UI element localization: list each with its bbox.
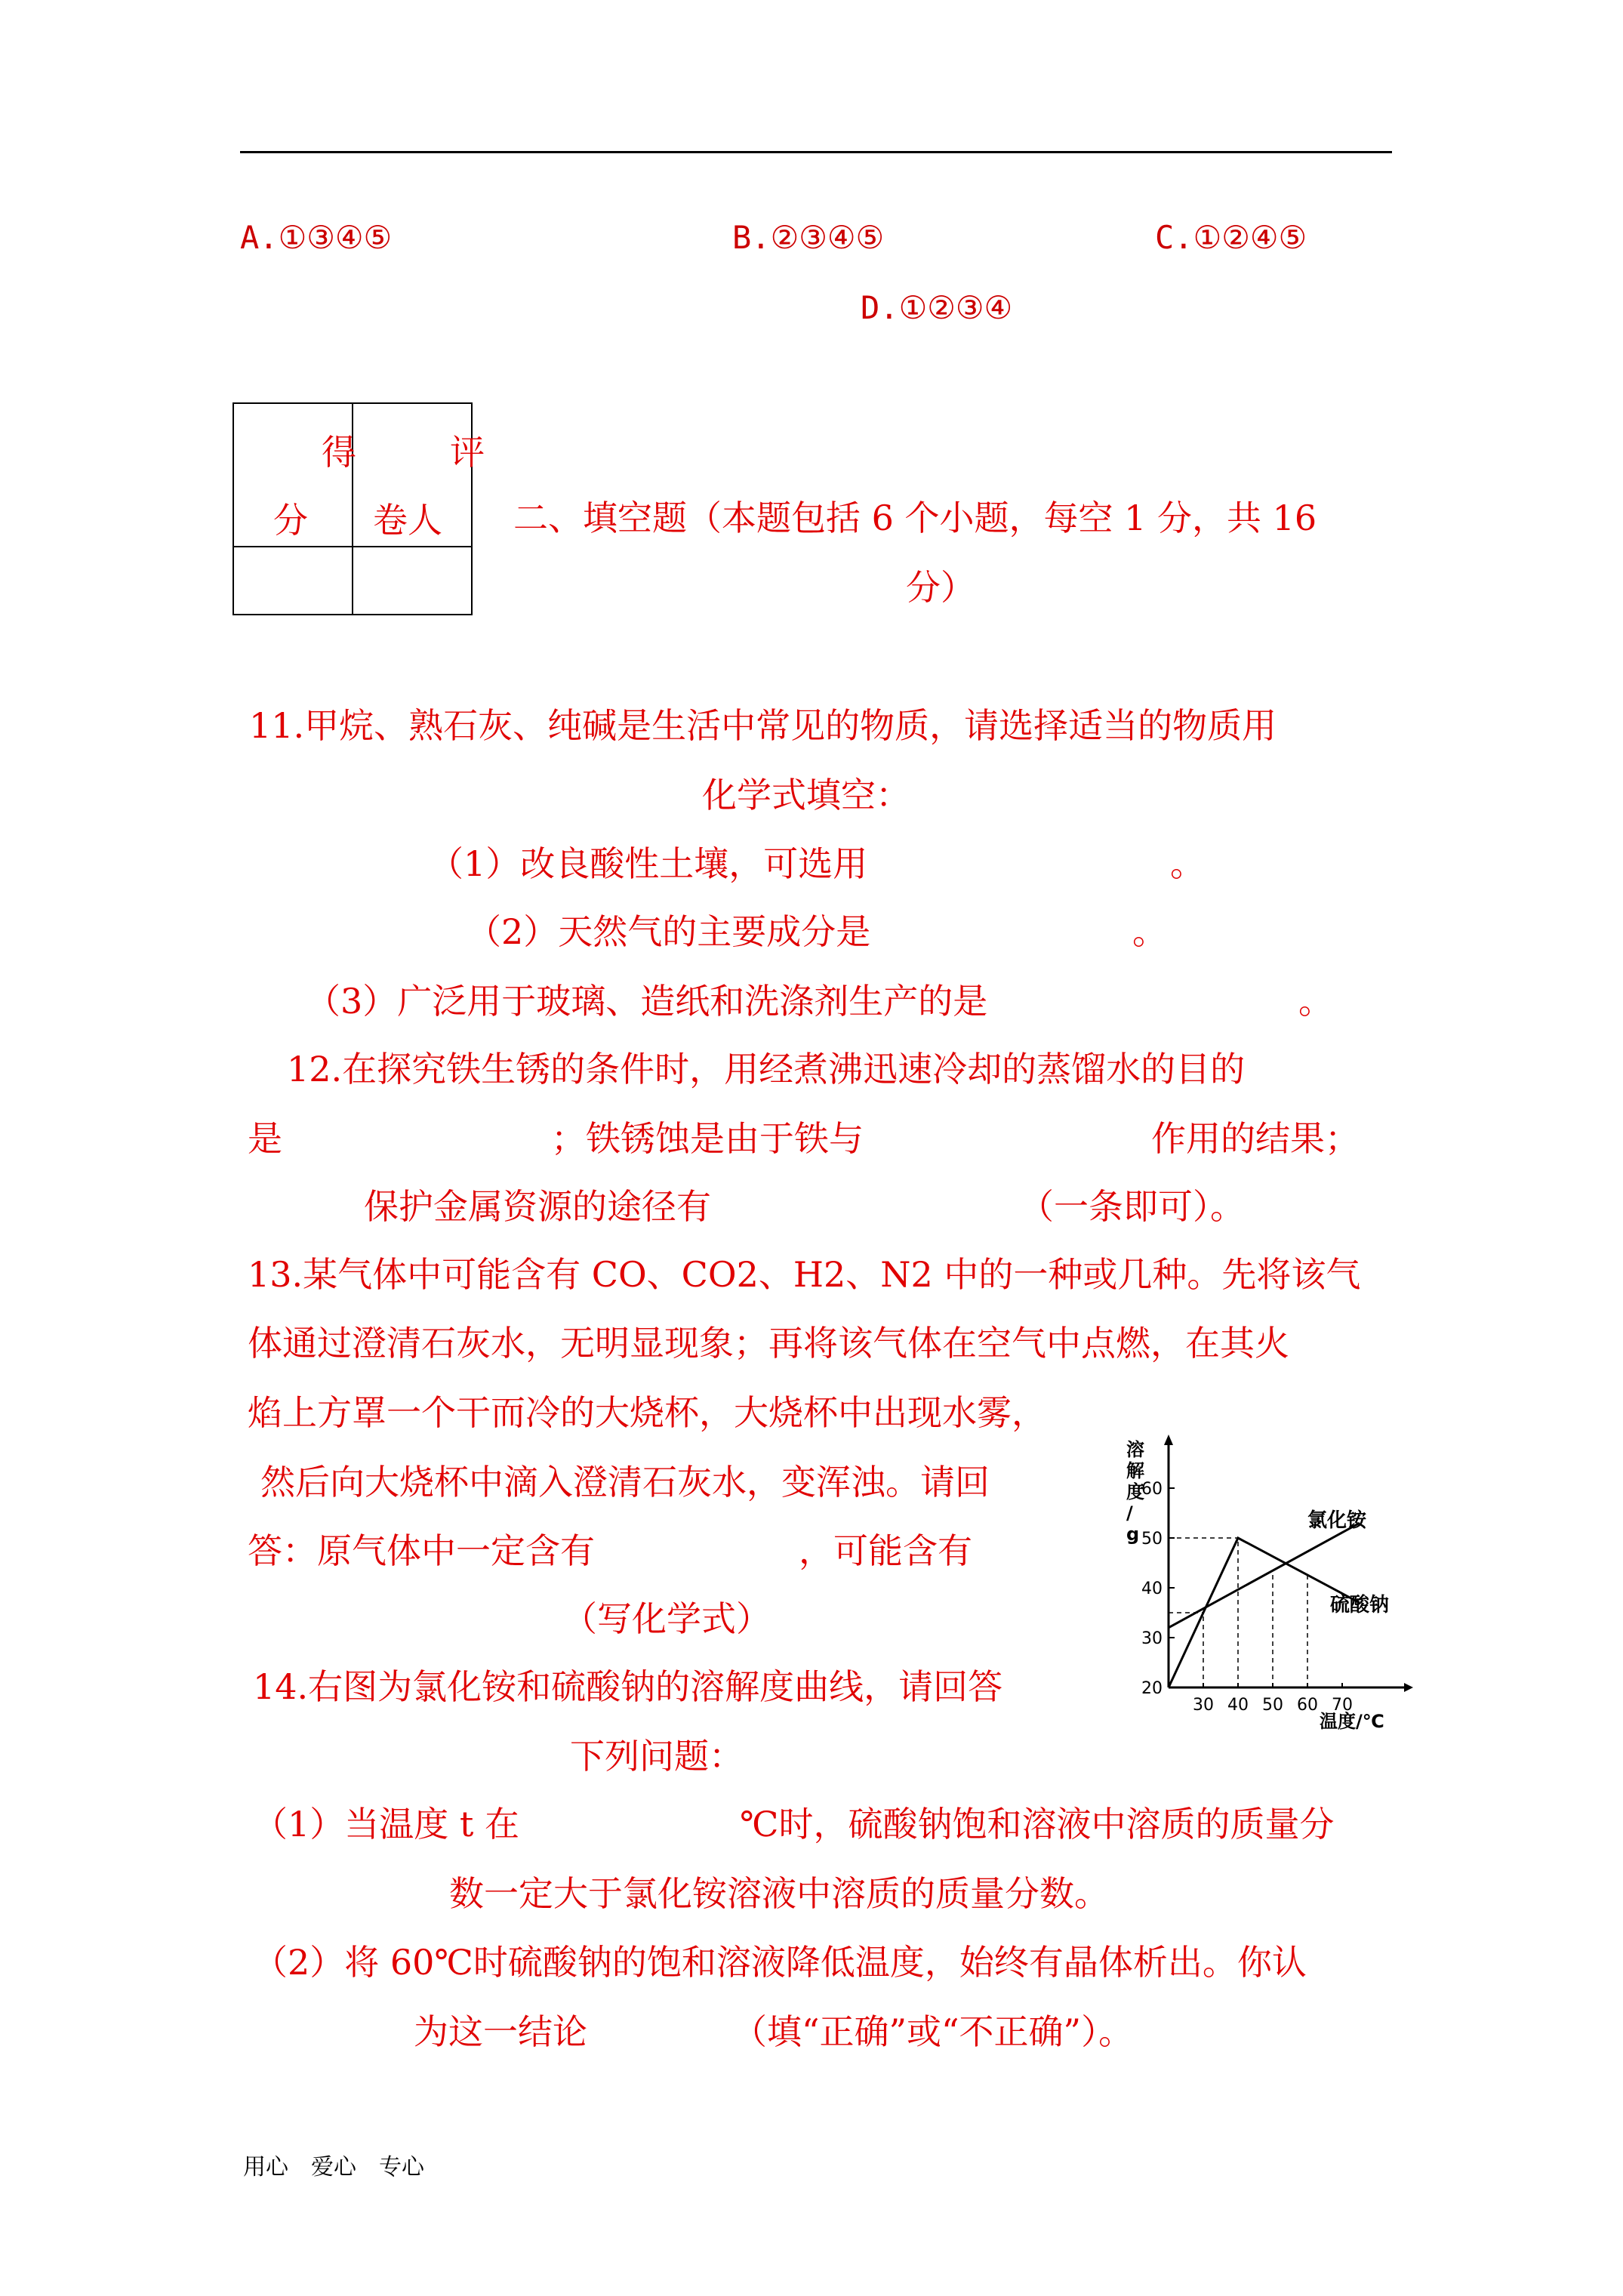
- score-cell-ping: [353, 403, 485, 547]
- y-label: [1126, 1439, 1144, 1545]
- y-axis-arrow: [1164, 1435, 1173, 1445]
- legend-ammonium-chloride: 氯化铵: [1307, 1509, 1367, 1532]
- score-label-de: 得: [322, 432, 356, 473]
- x-label: 温度/℃: [1320, 1711, 1384, 1732]
- q13-line5-a: 答：原气体中一定含有: [248, 1530, 595, 1571]
- x-axis-arrow: [1404, 1683, 1413, 1692]
- q11-part3: （3）广泛用于玻璃、造纸和洗涤剂生产的是: [306, 981, 988, 1022]
- q11-part1: （1）改良酸性土壤，可选用: [429, 843, 868, 884]
- x-tick-label: 60: [1297, 1696, 1318, 1715]
- score-cell-blank-2[interactable]: [353, 547, 472, 615]
- q14-line1: 14.右图为氯化铵和硫酸钠的溶解度曲线，请回答: [253, 1666, 1003, 1707]
- q14-part2-b: 为这一结论: [414, 2011, 587, 2052]
- x-tick-label: 30: [1193, 1696, 1214, 1715]
- q12-line2-a: 是: [248, 1118, 282, 1159]
- legend-sodium-sulfate: 硫酸钠: [1330, 1594, 1390, 1616]
- q11-part2: （2）天然气的主要成分是: [467, 911, 871, 952]
- q11-part3-end: 。: [1298, 981, 1333, 1022]
- q12-line2-b: ；铁锈蚀是由于铁与: [551, 1118, 864, 1159]
- solubility-chart: [1110, 1427, 1412, 1752]
- header-rule: [240, 151, 1392, 153]
- q11-text: 11.甲烷、熟石灰、纯碱是生活中常见的物质，请选择适当的物质用: [249, 705, 1277, 746]
- q13-line1: 13.某气体中可能含有 CO、CO2、H2、N2 中的一种或几种。先将该气: [248, 1254, 1361, 1295]
- q11-part1-end: 。: [1170, 843, 1205, 884]
- option-b: B.②③④⑤: [732, 219, 885, 256]
- x-tick-label: 70: [1332, 1696, 1353, 1715]
- y-tick-label: 20: [1141, 1679, 1163, 1698]
- page-footer: 用心 爱心 专心: [243, 2154, 424, 2180]
- y-tick-label: 50: [1141, 1530, 1163, 1549]
- q12-line3-b: （一条即可）。: [1019, 1186, 1245, 1227]
- q14-part1-a: （1）当温度 t 在: [253, 1804, 519, 1845]
- q14-line2: 下列问题：: [570, 1736, 744, 1777]
- q14-part2-a: （2）将 60℃时硫酸钠的饱和溶液降低温度，始终有晶体析出。你认: [253, 1942, 1307, 1983]
- y-tick-label: 40: [1141, 1579, 1163, 1598]
- section-heading-cont: 分）: [906, 567, 975, 608]
- q12-text: 12.在探究铁生锈的条件时，用经煮沸迅速冷却的蒸馏水的目的: [287, 1049, 1246, 1089]
- score-label-juanren: 卷人: [373, 500, 442, 541]
- score-table: [233, 402, 485, 615]
- score-cell-de: [233, 403, 356, 547]
- y-tick-label: 60: [1141, 1480, 1163, 1499]
- q12-line2-c: 作用的结果；: [1151, 1118, 1360, 1159]
- q13-line6: （写化学式）: [562, 1598, 771, 1639]
- x-tick-label: 40: [1227, 1696, 1249, 1715]
- q12-line3-a: 保护金属资源的途径有: [364, 1186, 711, 1227]
- q11-text-cont: 化学式填空：: [702, 775, 910, 815]
- option-c: C.①②④⑤: [1155, 219, 1307, 256]
- x-tick-label: 50: [1262, 1696, 1283, 1715]
- q13-line4: 然后向大烧杯中滴入澄清石灰水，变浑浊。请回: [260, 1462, 990, 1502]
- q14-part1-b: ℃时，硫酸钠饱和溶液中溶质的质量分: [740, 1804, 1335, 1845]
- svg-text:溶解度/g: 溶解度/ g: [1126, 1439, 1144, 1545]
- q13-line2: 体通过澄清石灰水，无明显现象；再将该气体在空气中点燃，在其火: [248, 1323, 1289, 1364]
- section-heading: 二、填空题（本题包括 6 个小题，每空 1 分，共 16: [513, 498, 1317, 538]
- q13-line3: 焰上方罩一个干而冷的大烧杯，大烧杯中出现水雾，: [248, 1392, 1046, 1433]
- q11-part2-end: 。: [1132, 911, 1167, 952]
- score-cell-blank-1[interactable]: [233, 547, 353, 615]
- option-a: A.①③④⑤: [240, 219, 393, 256]
- q14-part2-c: （填“正确”或“不正确”）。: [732, 2011, 1134, 2052]
- option-d: D.①②③④: [861, 289, 1013, 326]
- score-label-fen: 分: [273, 500, 308, 541]
- q14-part1-c: 数一定大于氯化铵溶液中溶质的质量分数。: [449, 1873, 1109, 1914]
- score-label-ping: 评: [450, 432, 485, 473]
- y-tick-label: 30: [1141, 1629, 1163, 1648]
- q13-line5-b: ，可能含有: [799, 1530, 972, 1571]
